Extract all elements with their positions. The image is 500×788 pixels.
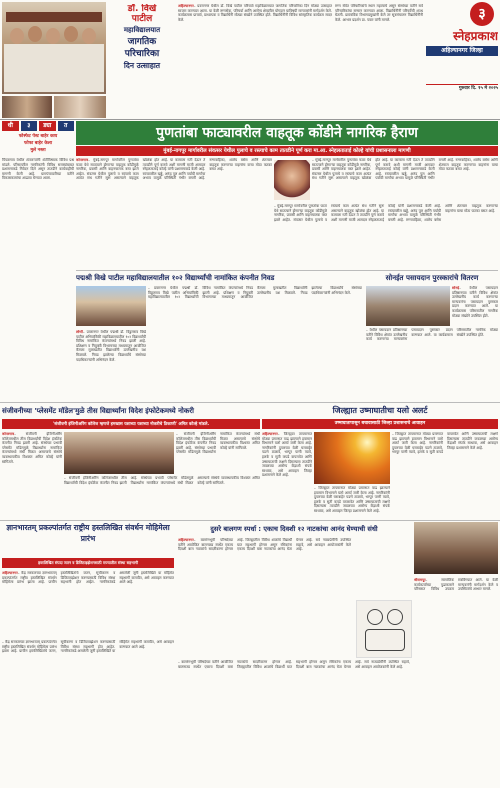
story3-photo xyxy=(366,286,450,326)
title-line: डॉ. विखे xyxy=(127,4,157,14)
lead-subhead: मुंबई-नागपूर मार्गावरील संवत्सर येथील पुलाचे व रस्त्याचे काम तातडीने पूर्ण करा मा.आ. स्नेहलताताई कोल्हे यांची प्रशासनाला मागणी xyxy=(76,146,498,156)
article-text: – येथील पसायदान प्रतिष्ठानच्या वतीने विविध क्षेत्रांत उल्लेखनीय कार्य करणाऱ्या मान्यवरांना पसायदान पुरस्कार प्रदान करण्यात आले. या कार्यक्रमास परिसरातील नागरिक मोठ्या संख्येने उपस्थित होते. xyxy=(452,286,498,318)
article-text: – केंद्र सरकारच्या ज्ञानभारतम् प्रकल्पांतर्गत राष्ट्रीय हस्तलिखित संवर्धन मोहिमेला प्रारंभ झाला आहे. प्राचीन हस्तलिखितांचे जतन, सूचीकरण व डिजिटायझेशन करण्यासाठी विविध संस्था सहभागी होत आहेत. नागरिकांकडे असलेली जुनी हस्तलिखिते या मोहिमेत सहभागी करावीत, असे आवाहन करण्यात आले आहे. xyxy=(2,571,174,585)
label-box: ३ xyxy=(21,121,38,131)
story4-photo xyxy=(64,432,174,474)
portrait-photo xyxy=(274,160,310,200)
article-text: – जिल्ह्यात तापमानात मोठ्या प्रमाणात वाढ झाल्याने हवामान विभागाने यलो अलर्ट जारी केला आहे. नागरिकांनी दुपारच्या वेळी घराबाहेर पडणे टाळावे, भरपूर पाणी प्यावे, हलके व सुती कपडे वापरावेत आणि उष्माघाताची लक्षणे दिसल्यास तातडीने जवळच्या आरोग्य केंद्राशी संपर्क साधावा, असे आवाहन जिल्हा प्रशासनाने केले आहे. xyxy=(262,432,312,478)
label-box: ड्या xyxy=(39,121,56,131)
dateline: कोपरगाव xyxy=(2,432,15,436)
story5-photo xyxy=(314,432,390,484)
article-text: – प्रवरानगर येथील पद्मश्री डॉ. विठ्ठलराव विखे पाटील अभियांत्रिकी महाविद्यालयातील १०२ विद्यार्थ्यांची विविध नामांकित कंपन्यांमध्ये निवड झाली आहे. प्रशिक्षण व नियुक्ती विभागाच्या माध्यमातून आयोजित कॅम्पस मुलाखतीत विद्यार्थ्यांनी उल्लेखनीय यश मिळवले. निवड झालेल्या विद्यार्थ्यांचे संस्थेच्या पदाधिकाऱ्यांनी अभिनंदन केले. xyxy=(76,330,146,362)
story2-body-cont: – प्रवरानगर येथील पद्मश्री डॉ. विठ्ठलराव विखे पाटील अभियांत्रिकी महाविद्यालयातील १०२ विद्यार्थ्यांची विविध नामांकित कंपन्यांमध्ये निवड झाली आहे. प्रशिक्षण व नियुक्ती विभागाच्या माध्यमातून आयोजित कॅम्पस मुलाखतीत विद्यार्थ्यांनी उल्लेखनीय यश मिळवले. निवड झालेल्या विद्यार्थ्यांचे संस्थेच्या पदाधिकाऱ्यांनी अभिनंदन केले. xyxy=(148,286,362,300)
article-text: – संजीवनी इंजिनीअरिंग कॉलेजमधील तीस विद्यार्थ्यांची विदेश इंफोटेक कंपनीत निवड झाली आहे. संस्थेच्या प्रभावी प्लेसमेंट मॉडेलमुळे विद्यार्थ्यांना नामांकित कंपन्यांमध्ये संधी मिळत असल्याचे संस्थेचे व्यवस्थापकीय विश्वस्त अमित कोल्हे यांनी सांगितले. xyxy=(2,432,62,464)
dateline: श्रीरामपूर xyxy=(414,578,426,582)
article-text: – बालरंगभूमी परिषदेच्या वतीने आयोजित बालनाट्य स्पर्धेत एकाच दिवशी बारा नाटकांचे सादरीकरण होणार आहे. जिल्ह्यातील विविध शाळांचे विद्यार्थी यात सहभागी होणार असून रसिकांना एकाच दिवशी बारा नाटकांचा आनंद घेता येणार आहे. सर्व नाट्यप्रेमींनी उपस्थित राहावे, असे आवाहन आयोजकांनी केले आहे. xyxy=(178,538,351,552)
story6-body-cont: – केंद्र सरकारच्या ज्ञानभारतम् प्रकल्पांतर्गत राष्ट्रीय हस्तलिखित संवर्धन मोहिमेला प्रारंभ झाला आहे. प्राचीन हस्तलिखितांचे जतन, सूचीकरण व डिजिटायझेशन करण्यासाठी विविध संस्था सहभागी होत आहेत. नागरिकांकडे असलेली जुनी हस्तलिखिते या मोहिमेत सहभागी करावीत, असे आवाहन करण्यात आले आहे. xyxy=(2,640,174,654)
dateline: अहिल्यानगर xyxy=(178,4,194,8)
sidebar-head-line: फोस्फेट पेस्ट बाहेर काय xyxy=(18,134,58,139)
article-text: – सामाजिक कार्यकर्त्यांच्या पुढाकाराने परिसरात विविध उपक्रम राबविण्यात आले. या वेळी मान्यवरांनी मार्गदर्शन केले व उपस्थितांचे आभार मानले. xyxy=(414,578,498,592)
lead-body-right: – मुंबई-नागपूर मार्गावरील पुणतांबा फाटा येथे सातत्याने होणाऱ्या वाहतूक कोंडीमुळे नागरिक, प्रवासी आणि वाहनचालक त्रस्त झाले आहेत. संवत्सर येथील पुलाचे व रस्त्याचे काम अत्यंत संथ गतीने सुरू असल्याने वाहतूक खोळंबा होत आहे. या कामाला गती देऊन ते तातडीने पूर्ण करावे अशी मागणी माजी आमदार स्नेहलताताई कोल्हे यांनी प्रशासनाकडे केली आहे. रस्त्यावरील खड्डे, अरुंद पूल आणि पर्यायी मार्गांचा अभाव यामुळे परिस्थिती गंभीर बनली आहे. रुग्णवाहिका, शालेय बसेस आणि शेतमाल वाहतूक करणाऱ्या वाहनांना याचा मोठा फटका बसत आहे. xyxy=(312,158,498,181)
story5-headline: जिल्ह्यात उष्माघातीचा यलो अलर्ट xyxy=(332,406,428,415)
top-photo-3 xyxy=(54,96,106,118)
masthead-subtitle: अहिल्यानगर जिल्हा xyxy=(426,46,498,56)
date-line: गुरुवार दि. १५ मे २०२५ xyxy=(426,84,498,92)
story6-subhead: हस्तलिखित संपदा जतन व डिजिटाइझेशनसाठी राज्यातील संस्था सहभागी xyxy=(2,558,174,568)
story4-body-right: – संजीवनी इंजिनीअरिंग कॉलेजमधील तीस विद्यार्थ्यांची विदेश इंफोटेक कंपनीत निवड झाली आहे. संस्थेच्या प्रभावी प्लेसमेंट मॉडेलमुळे विद्यार्थ्यांना नामांकित कंपन्यांमध्ये संधी मिळत असल्याचे संस्थेचे व्यवस्थापकीय विश्वस्त अमित कोल्हे यांनी सांगितले. xyxy=(176,432,260,455)
story8-photo xyxy=(414,522,498,574)
dateline: सोनई xyxy=(452,286,460,290)
story6-headline: ज्ञानभारतम् प्रकल्पांतर्गत राष्ट्रीय हस्तलिखित संवर्धन मोहिमेला प्रारंभ xyxy=(6,523,170,543)
dateline: अहिल्यानगर xyxy=(178,538,194,542)
story3-headline: सोनईत पसायदान पुरस्कारांचे वितरण xyxy=(385,274,479,282)
title-line: दिन उत्साहात xyxy=(123,61,161,70)
story8-body xyxy=(414,578,498,784)
story3-body xyxy=(452,286,498,326)
article-text: – प्रवरानगर येथील डॉ. विखे पाटील परिचर्या महाविद्यालयात जागतिक परिचारिका दिन मोठ्या उत्साहात साजरा करण्यात आला. या वेळी रुग्णसेवा, परिचर्या आणि आरोग्य क्षेत्रातील योगदान याविषयी मान्यवरांनी मार्गदर्शन केले. कार्यक्रमास प्राचार्य, प्राध्यापक व विद्यार्थिनी मोठ्या संख्येने उपस्थित होते. विद्यार्थिनींनी विविध सांस्कृतिक कार्यक्रम सादर केले. xyxy=(178,4,332,22)
article-text: – मुंबई-नागपूर मार्गावरील पुणतांबा फाटा येथे सातत्याने होणाऱ्या वाहतूक कोंडीमुळे नागरिक, प्रवासी आणि वाहनचालक त्रस्त झाले आहेत. संवत्सर येथील पुलाचे व रस्त्याचे काम अत्यंत संथ गतीने सुरू असल्याने वाहतूक खोळंबा होत आहे. या कामाला गती देऊन ते तातडीने पूर्ण करावे अशी मागणी माजी आमदार स्नेहलताताई कोल्हे यांनी प्रशासनाकडे केली आहे. रस्त्यावरील खड्डे, अरुंद पूल आणि पर्यायी मार्गांचा अभाव यामुळे परिस्थिती गंभीर बनली आहे. रुग्णवाहिका, शालेय बसेस आणि शेतमाल वाहतूक करणाऱ्या वाहनांना याचा मोठा फटका बसत आहे. xyxy=(76,158,272,181)
story5-subhead: उष्माघातापासून बचावासाठी जिल्हा प्रशासनाचे आवाहन xyxy=(262,419,498,429)
sidebar-head xyxy=(2,133,74,155)
story7-illustration xyxy=(356,600,412,658)
top-photo-group xyxy=(2,2,106,94)
lead-headline: पुणतांबा फाट्यावरील वाहतूक कोंडीने नागरिक हैराण xyxy=(76,121,498,145)
label-box: धी xyxy=(2,121,19,131)
top-story-body xyxy=(178,4,332,116)
story2-body xyxy=(76,330,146,400)
right-top-text: रुग्ण सेवेत परिचारिकांचे स्थान महत्त्वाचे असून संस्थेच्या वतीने सर्व परिचारिकांचा सन्मान करण्यात आला. विद्यार्थिनींनी परिचर्येची शपथ घेतली. प्रास्ताविक विभागप्रमुखांनी केले तर सूत्रसंचालन विद्यार्थिनींनी केले. आभार प्रदर्शन प्रा. पवार यांनी मानले. xyxy=(335,4,423,22)
story3-body-cont: – येथील पसायदान प्रतिष्ठानच्या वतीने विविध क्षेत्रांत उल्लेखनीय कार्य करणाऱ्या मान्यवरांना पसायदान पुरस्कार प्रदान करण्यात आले. या कार्यक्रमास परिसरातील नागरिक मोठ्या संख्येने उपस्थित होते. xyxy=(366,328,498,342)
dateline: अहिल्यानगर xyxy=(262,432,278,436)
story2-photo xyxy=(76,286,146,326)
story2-headline: पद्मश्री विखे पाटील महाविद्यालयातील १०२ विद्यार्थ्यांची नामांकित कंपनीत निवड xyxy=(76,274,275,282)
title-line: महाविद्यालयात xyxy=(123,26,161,34)
story4-subhead: 'संजीवनी इंजिनीअरिंग कॉलेज म्हणजे हमखास यशाच्या यशाच्या नोकरीचे ठिकाणी' अमित कोल्हे मांडले. xyxy=(2,419,260,429)
sidebar-head-line: मुले नस्ता xyxy=(30,148,46,153)
dateline: कोपरगाव xyxy=(76,158,89,162)
sidebar-head-line: फोफा बाहेर केला xyxy=(23,141,53,146)
masthead-title: स्नेहप्रकाश xyxy=(453,29,498,43)
story7-headline: दुसरे बालगण स्पर्धा : एकाच दिवशी १२ नाटकांचा आनंद घेण्याची संधी xyxy=(210,525,378,533)
story7-body-cont: – बालरंगभूमी परिषदेच्या वतीने आयोजित बालनाट्य स्पर्धेत एकाच दिवशी बारा नाटकांचे सादरीकरण होणार आहे. जिल्ह्यातील विविध शाळांचे विद्यार्थी यात सहभागी होणार असून रसिकांना एकाच दिवशी बारा नाटकांचा आनंद घेता येणार आहे. सर्व नाट्यप्रेमींनी उपस्थित राहावे, असे आवाहन आयोजकांनी केले आहे. xyxy=(178,660,410,669)
page-number: ३ xyxy=(470,2,494,26)
sidebar-body: पिंपळगाव येथील शेतकऱ्यांनी शेतीविषयक विविध प्रश्न मांडले. परिसरातील नागरिकांनी विविध समस्यांबाबत प्रशासनाकडे निवेदन दिले असून तातडीने कार्यवाहीची मागणी केली आहे. ग्रामपंचायतीच्या वतीने विकासकामांचा आढावा घेण्यात आला. xyxy=(2,158,74,181)
title-line: जागतिक xyxy=(127,37,157,47)
section-label xyxy=(2,121,74,131)
masthead xyxy=(426,2,498,82)
lead-body-cont: – मुंबई-नागपूर मार्गावरील पुणतांबा फाटा येथे सातत्याने होणाऱ्या वाहतूक कोंडीमुळे नागरिक, प्रवासी आणि वाहनचालक त्रस्त झाले आहेत. संवत्सर येथील पुलाचे व रस्त्याचे काम अत्यंत संथ गतीने सुरू असल्याने वाहतूक खोळंबा होत आहे. या कामाला गती देऊन ते तातडीने पूर्ण करावे अशी मागणी माजी आमदार स्नेहलताताई कोल्हे यांनी प्रशासनाकडे केली आहे. रस्त्यावरील खड्डे, अरुंद पूल आणि पर्यायी मार्गांचा अभाव यामुळे परिस्थिती गंभीर बनली आहे. रुग्णवाहिका, शालेय बसेस आणि शेतमाल वाहतूक करणाऱ्या वाहनांना याचा मोठा फटका बसत आहे. xyxy=(274,204,498,222)
lead-body xyxy=(76,158,272,268)
dateline: लोणी xyxy=(76,330,83,334)
top-photo-2 xyxy=(2,96,52,118)
story5-body xyxy=(262,432,312,518)
story5-body-cont: – जिल्ह्यात तापमानात मोठ्या प्रमाणात वाढ झाल्याने हवामान विभागाने यलो अलर्ट जारी केला आहे. नागरिकांनी दुपारच्या वेळी घराबाहेर पडणे टाळावे, भरपूर पाणी प्यावे, हलके व सुती कपडे वापरावेत आणि उष्माघाताची लक्षणे दिसल्यास तातडीने जवळच्या आरोग्य केंद्राशी संपर्क साधावा, असे आवाहन जिल्हा प्रशासनाने केले आहे. xyxy=(392,432,498,455)
story4-body xyxy=(2,432,62,518)
title-line: पाटील xyxy=(131,14,153,24)
top-story-title xyxy=(108,4,176,106)
story4-body-cont: – संजीवनी इंजिनीअरिंग कॉलेजमधील तीस विद्यार्थ्यांची विदेश इंफोटेक कंपनीत निवड झाली आहे. संस्थेच्या प्रभावी प्लेसमेंट मॉडेलमुळे विद्यार्थ्यांना नामांकित कंपन्यांमध्ये संधी मिळत असल्याचे संस्थेचे व्यवस्थापकीय विश्वस्त अमित कोल्हे यांनी सांगितले. xyxy=(64,476,260,485)
story4-headline: संजीवनीच्या 'प्लेसमेंट मॉडेल'मुळे तीस विद्यार्थ्यांना विदेश इंफोटेकमध्ये नोकरी xyxy=(2,407,194,415)
story5-body-bottom: – जिल्ह्यात तापमानात मोठ्या प्रमाणात वाढ झाल्याने हवामान विभागाने यलो अलर्ट जारी केला आहे. नागरिकांनी दुपारच्या वेळी घराबाहेर पडणे टाळावे, भरपूर पाणी प्यावे, हलके व सुती कपडे वापरावेत आणि उष्माघाताची लक्षणे दिसल्यास तातडीने जवळच्या आरोग्य केंद्राशी संपर्क साधावा, असे आवाहन जिल्हा प्रशासनाने केले आहे. xyxy=(314,486,390,513)
dateline: अहिल्यानगर xyxy=(2,571,18,575)
title-line: परिचारिका xyxy=(124,49,160,59)
label-box: त xyxy=(58,121,75,131)
